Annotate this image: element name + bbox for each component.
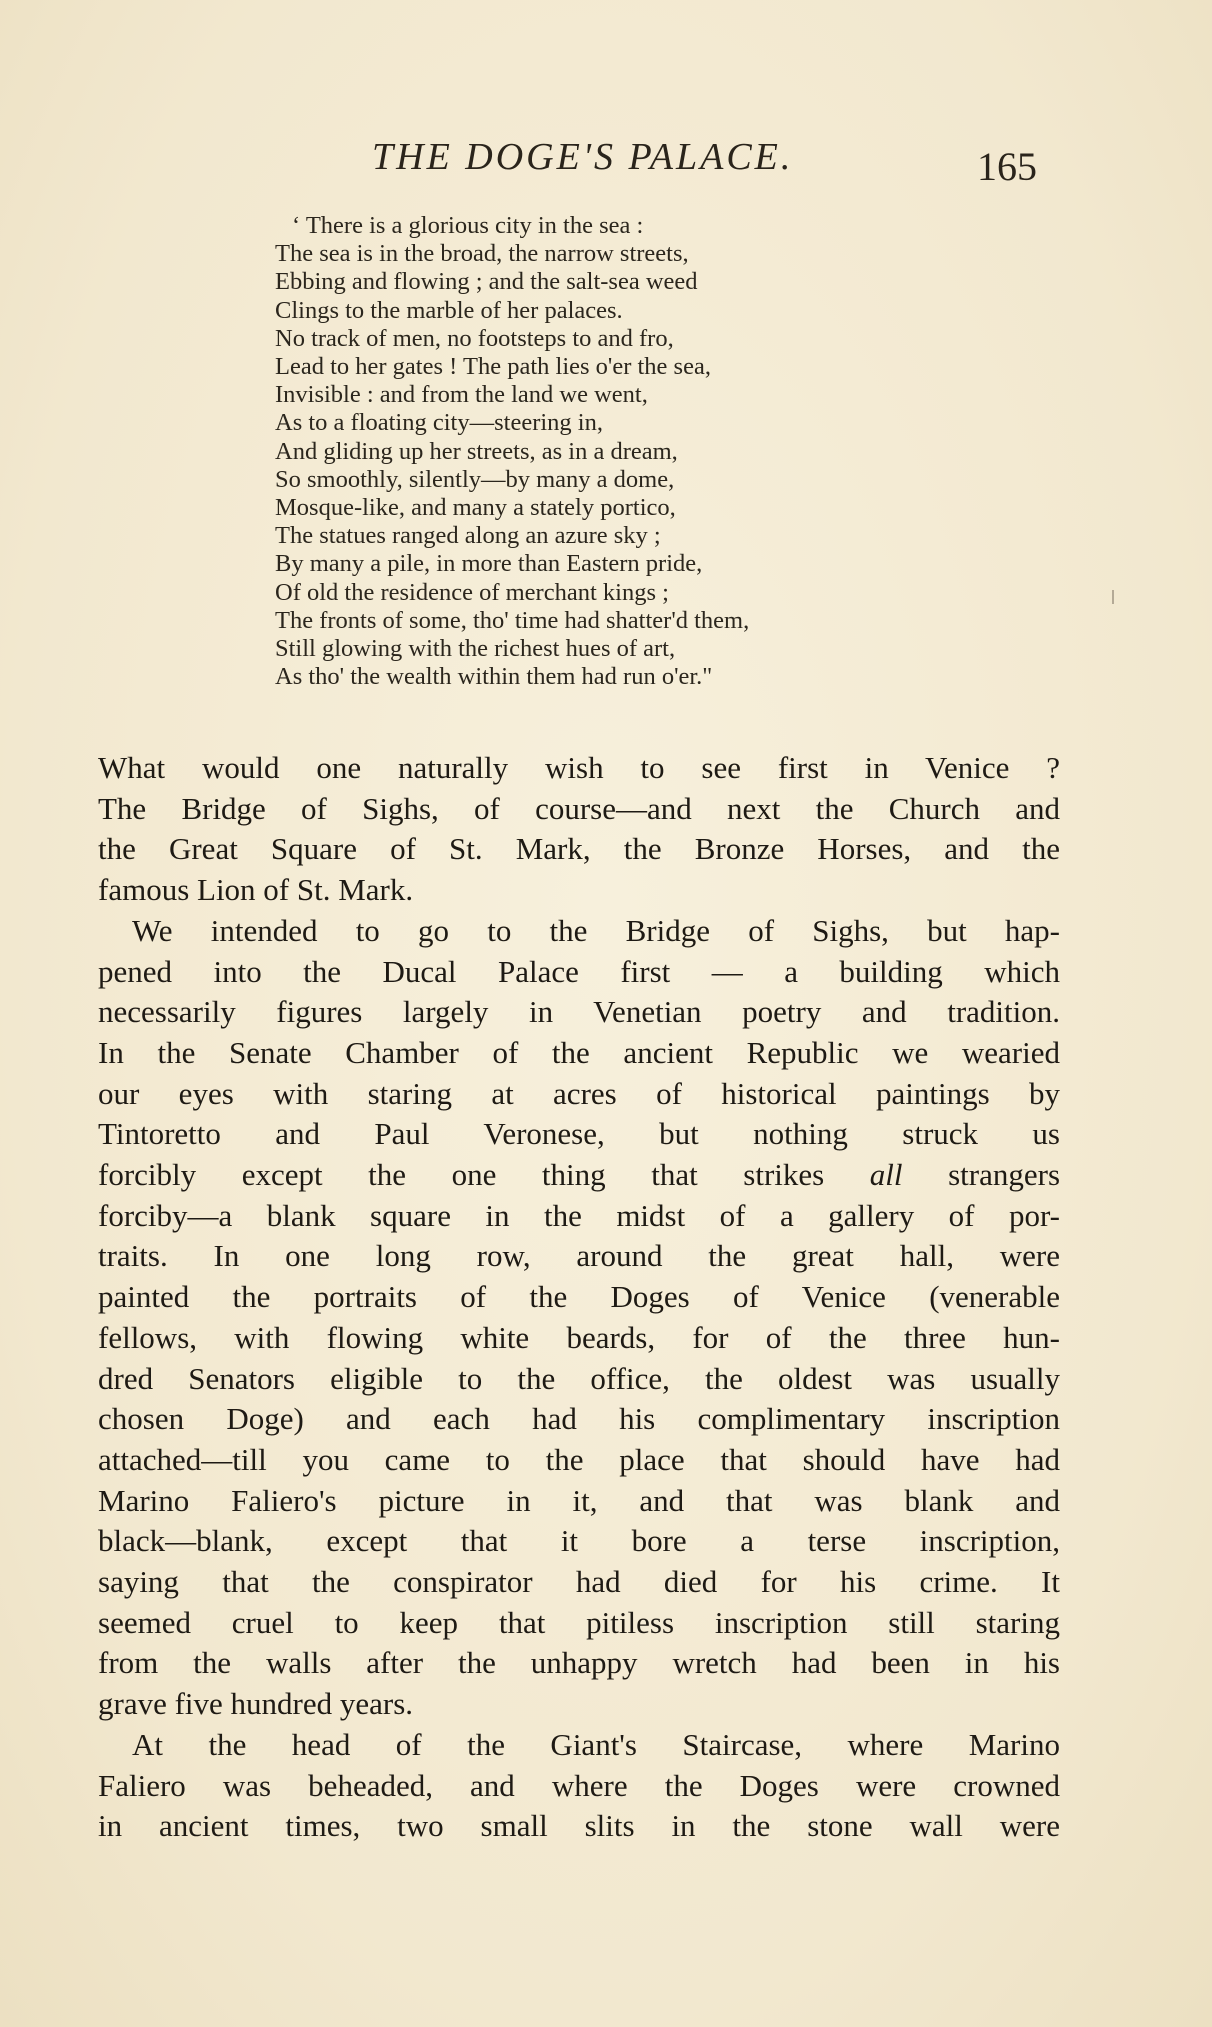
- body-text: [98, 748, 1060, 1847]
- text-line: fellows, with flowing white beards, for of the three hun-: [98, 1319, 1060, 1355]
- poem-line: Lead to her gates ! The path lies o'er the sea,: [275, 353, 711, 381]
- poem-line: The sea is in the broad, the narrow streets,: [275, 240, 689, 268]
- poem-line: Still glowing with the richest hues of art,: [275, 635, 676, 663]
- text-line: attached—till you came to the place that should have had: [98, 1441, 1060, 1477]
- text-line: Faliero was beheaded, and where the Doges were crowned: [98, 1767, 1060, 1803]
- text-line: Tintoretto and Paul Veronese, but nothing struck us: [98, 1116, 1060, 1152]
- poem-line: Of old the residence of merchant kings ;: [275, 578, 669, 606]
- paragraph: [98, 1725, 1060, 1847]
- poem-line: Mosque-like, and many a stately portico,: [275, 494, 676, 522]
- poem-line: No track of men, no footsteps to and fro,: [275, 324, 674, 352]
- running-title: THE DOGE'S PALACE.: [372, 136, 794, 178]
- poem-quotation: [275, 212, 995, 691]
- text-line: What would one naturally wish to see first in Venice ?: [98, 750, 1060, 785]
- text-line: At the head of the Giant's Staircase, where Marino: [132, 1726, 1060, 1762]
- text-line: traits. In one long row, around the great hall, were: [98, 1238, 1060, 1274]
- text-line: black—blank, except that it bore a terse inscription,: [98, 1523, 1060, 1559]
- poem-line: So smoothly, silently—by many a dome,: [275, 465, 675, 493]
- italic-emphasis: all: [869, 1157, 903, 1193]
- poem-line: The statues ranged along an azure sky ;: [275, 522, 661, 550]
- text-line: painted the portraits of the Doges of Venice (venerable: [98, 1279, 1060, 1315]
- text-fragment: strangers: [948, 1157, 1061, 1193]
- text-line: dred Senators eligible to the office, the oldest was usually: [98, 1360, 1060, 1396]
- text-line: In the Senate Chamber of the ancient Republic we wearied: [98, 1034, 1060, 1070]
- text-line: grave five hundred years.: [98, 1686, 414, 1722]
- running-head: [0, 135, 1212, 189]
- poem-line: Invisible : and from the land we went,: [275, 381, 648, 409]
- text-line: chosen Doge) and each had his complimentary inscription: [98, 1401, 1060, 1437]
- text-line: Marino Faliero's picture in it, and that was blank and: [98, 1482, 1060, 1518]
- poem-line: As to a floating city—steering in,: [275, 409, 603, 437]
- poem-line: Ebbing and flowing ; and the salt-sea weed: [275, 268, 698, 296]
- poem-line: As tho' the wealth within them had run o'er.": [275, 663, 713, 691]
- text-line: The Bridge of Sighs, of course—and next the Church and: [98, 790, 1060, 826]
- text-line: We intended to go to the Bridge of Sighs, but hap-: [132, 912, 1060, 948]
- paragraph: [98, 911, 1060, 1725]
- text-line: the Great Square of St. Mark, the Bronze Horses, and the: [98, 831, 1060, 867]
- text-line: saying that the conspirator had died for his crime. It: [98, 1564, 1060, 1600]
- text-fragment: forcibly except the one thing that strikes: [98, 1157, 825, 1193]
- text-line: necessarily figures largely in Venetian poetry and tradition.: [98, 994, 1060, 1030]
- text-line: forciby—a blank square in the midst of a gallery of por-: [98, 1197, 1060, 1233]
- poem-line: Clings to the marble of her palaces.: [275, 296, 623, 324]
- poem-line: By many a pile, in more than Eastern pride,: [275, 550, 703, 578]
- text-line: famous Lion of St. Mark.: [98, 872, 414, 908]
- poem-line: ‘ There is a glorious city in the sea :: [292, 212, 644, 239]
- paper-speck: [1112, 590, 1114, 604]
- text-line: in ancient times, two small slits in the stone wall were: [98, 1808, 1060, 1844]
- poem-line: The fronts of some, tho' time had shatter'd them,: [275, 606, 750, 634]
- page-number: 165: [977, 144, 1037, 189]
- text-line: from the walls after the unhappy wretch had been in his: [98, 1645, 1060, 1681]
- text-line: pened into the Ducal Palace first — a building which: [98, 953, 1060, 989]
- paragraph: [98, 748, 1060, 911]
- poem-line: And gliding up her streets, as in a dream,: [275, 437, 678, 465]
- text-line: our eyes with staring at acres of historical paintings by: [98, 1075, 1060, 1111]
- text-line: [98, 1155, 1060, 1196]
- text-line: seemed cruel to keep that pitiless inscription still staring: [98, 1604, 1060, 1640]
